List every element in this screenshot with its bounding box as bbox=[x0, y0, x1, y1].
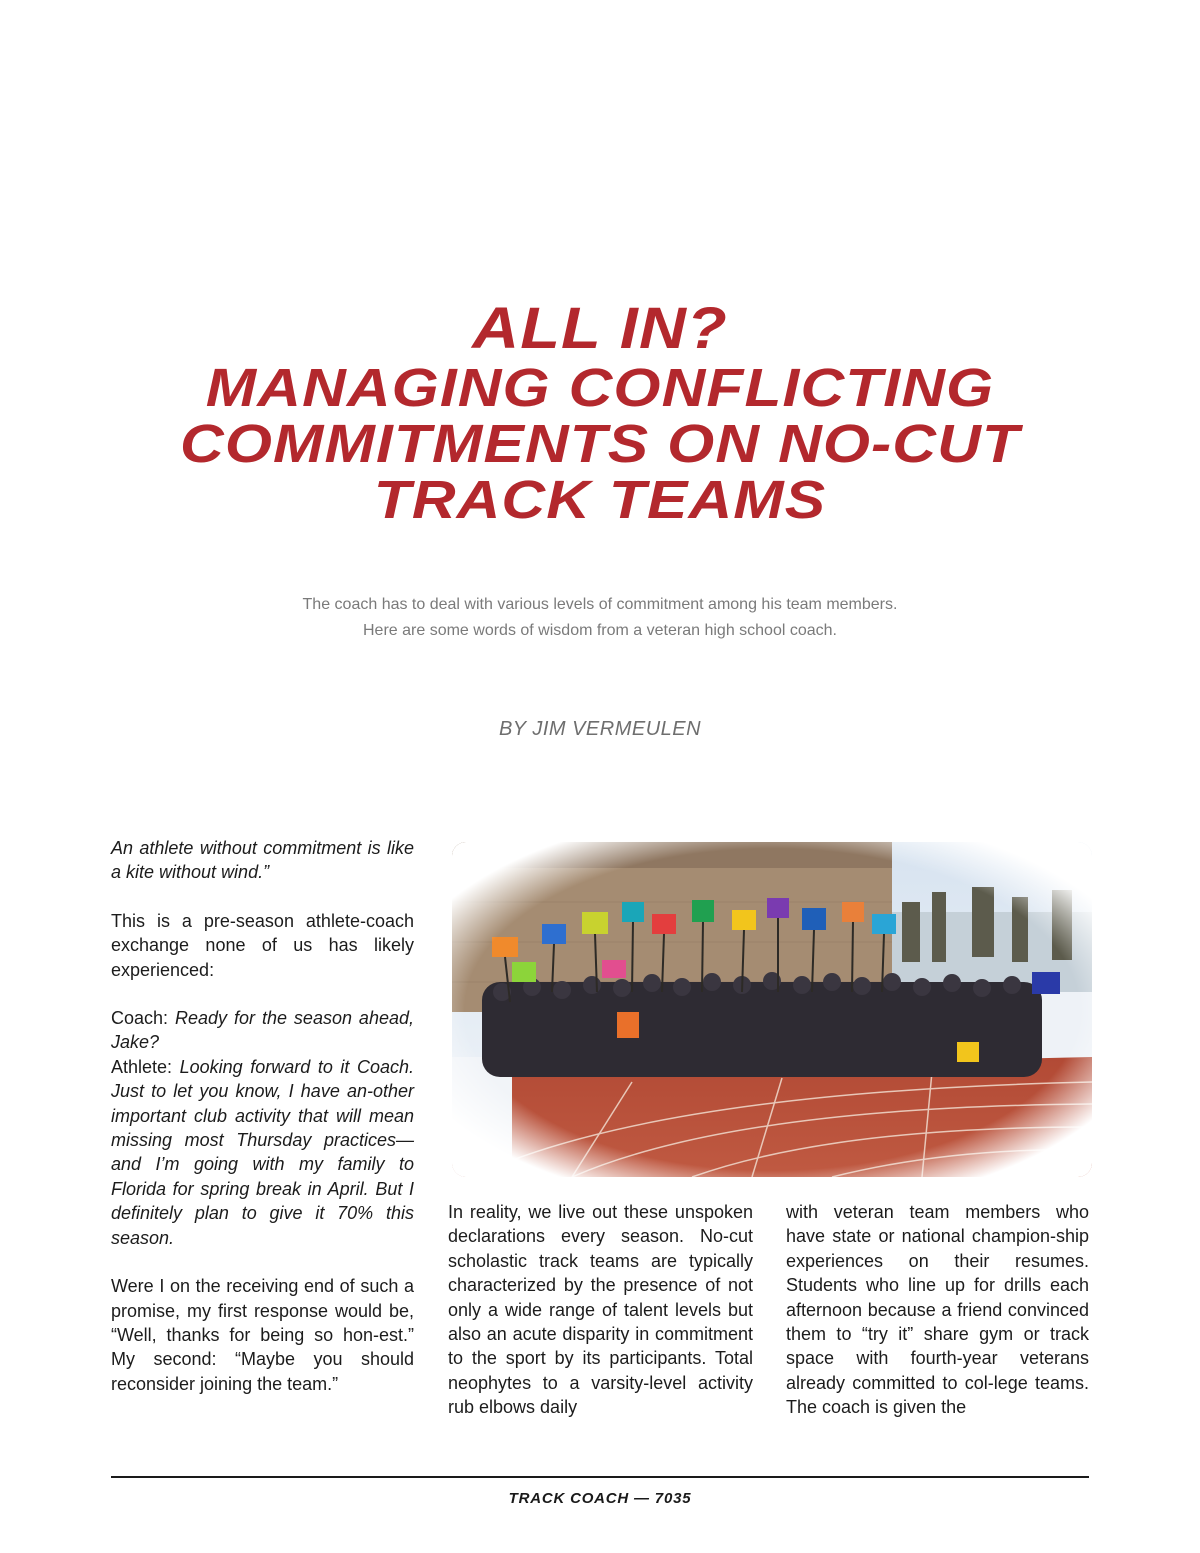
subtitle-line-2: Here are some words of wisdom from a veteran high school coach. bbox=[363, 622, 837, 639]
column-3 bbox=[786, 1200, 1089, 1420]
body-paragraph-col2: In reality, we live out these unspoken declarations every season. No-cut scholastic track teams are typically characterized by the presence of not only a wide range of talent levels but also an acute disparity in commitment to the sport by its participants. Total neophytes to a varsity-level activity rub elbows daily bbox=[448, 1202, 753, 1418]
subtitle-line-1: The coach has to deal with various levels of commitment among his team members. bbox=[302, 596, 898, 613]
column-2 bbox=[448, 1200, 753, 1420]
title-line-3: COMMITMENTS ON NO-CUT bbox=[180, 414, 1020, 474]
opening-quote: An athlete without commitment is like a kite without wind.” bbox=[111, 838, 414, 883]
athlete-line: Looking forward to it Coach. Just to let you know, I have an-other important club activity that will mean missing most Thursday practices—and I’m going with my family to Florida for spring break in April. But I definitely plan to give it 70% this season. bbox=[111, 1056, 414, 1248]
team-photo bbox=[452, 842, 1092, 1177]
intro-paragraph: This is a pre-season athlete-coach exchange none of us has likely experienced: bbox=[111, 910, 414, 980]
page-footer: TRACK COACH — 7035 bbox=[508, 1490, 692, 1507]
coach-dialogue bbox=[111, 1006, 414, 1055]
column-1 bbox=[111, 836, 414, 1396]
coach-label: Coach: bbox=[111, 1008, 175, 1029]
byline: BY JIM VERMEULEN bbox=[498, 718, 702, 740]
athlete-dialogue bbox=[111, 1055, 414, 1250]
article-subtitle bbox=[150, 592, 1050, 644]
article-title bbox=[0, 298, 1200, 528]
body-paragraph-col3: with veteran team members who have state or national champion-ship experiences on their resumes. Students who line up for drills each afternoon because a friend convinced them to “try it” share gym or track space with fourth-year veterans already committed to col-lege teams. The coach is given the bbox=[786, 1202, 1089, 1418]
title-line-1: ALL IN? bbox=[472, 296, 728, 361]
title-line-4: TRACK TEAMS bbox=[373, 470, 827, 530]
title-line-2: MANAGING CONFLICTING bbox=[205, 358, 995, 418]
team-photo-illustration bbox=[452, 842, 1092, 1177]
response-paragraph: Were I on the receiving end of such a promise, my first response would be, “Well, thanks for being so hon-est.” My second: “Maybe you should reconsider joining the team.” bbox=[111, 1276, 414, 1394]
footer-rule bbox=[111, 1476, 1089, 1478]
athlete-label: Athlete: bbox=[111, 1056, 180, 1077]
coach-line: Ready for the season ahead, Jake? bbox=[111, 1008, 414, 1053]
